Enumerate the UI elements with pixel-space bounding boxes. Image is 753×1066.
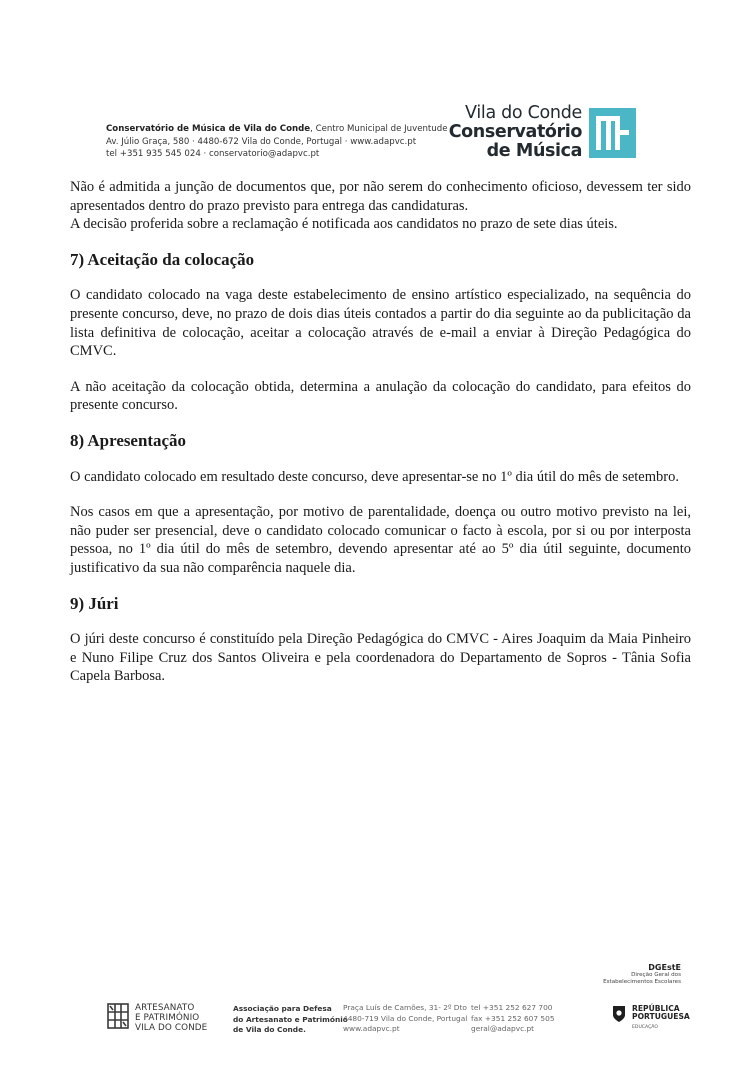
header-contact-block — [106, 123, 446, 161]
assoc-line-3: de Vila do Conde. — [233, 1025, 306, 1035]
association-contacts — [471, 1003, 555, 1035]
association-address — [343, 1003, 467, 1035]
address-line-2: 4480-719 Vila do Conde, Portugal — [343, 1013, 468, 1023]
artesanato-logo — [107, 1003, 207, 1034]
section-9-heading: 9) Júri — [70, 593, 119, 613]
artesanato-line-1: ARTESANATO — [135, 1003, 195, 1013]
brand-wordmark — [449, 104, 582, 161]
document-body — [70, 178, 691, 686]
org-line — [106, 123, 446, 136]
republica-sub: EDUCAÇÃO — [632, 1024, 658, 1030]
dgeste-line-2: Estabelecimentos Escolares — [603, 979, 681, 985]
republica-line-1: REPÚBLICA — [632, 1004, 680, 1013]
org-name: Conservatório de Música de Vila do Conde — [106, 124, 311, 134]
artesanato-pattern-icon — [107, 1003, 129, 1029]
conservatorio-logo-icon — [589, 108, 636, 158]
republica-line-2: PORTUGUESA — [632, 1012, 690, 1022]
republica-portuguesa-logo — [612, 1005, 690, 1032]
intro-paragraph-1: Não é admitida a junção de documentos que, por não serem do conhecimento oficioso, devessem ter sido apresentados dentro do prazo previsto para entrega das candidaturas. — [70, 179, 691, 214]
artesanato-line-3: VILA DO CONDE — [135, 1023, 208, 1034]
dgeste-line-1: Direção Geral dos — [631, 972, 681, 978]
org-address: Av. Júlio Graça, 580 · 4480-672 Vila do Conde, Portugal · www.adapvc.pt — [106, 136, 417, 147]
dgeste-logo — [603, 963, 681, 986]
brand-line-2: Conservatório — [448, 122, 582, 142]
org-contact: tel +351 935 545 024 · conservatorio@adapvc.pt — [106, 149, 320, 160]
section-7-heading: 7) Aceitação da colocação — [70, 249, 255, 269]
artesanato-line-2: E PATRIMÓNIO — [135, 1013, 200, 1024]
brand-line-3: de Música — [486, 141, 582, 161]
section-8-paragraph-1: O candidato colocado em resultado deste concurso, deve apresentar-se no 1º dia útil do mês de setembro. — [70, 468, 679, 485]
association-name — [233, 1004, 348, 1036]
section-7-paragraph-1: O candidato colocado na vaga deste estabelecimento de ensino artístico especializado, na sequência do presente concurso, deve, no prazo de dois dias úteis contados a partir do dia seguinte ao da publicitação da lista definitiva de colocação, aceitar a colocação através de e-mail a enviar à Direção Pedagógica do CMVC. — [70, 287, 691, 360]
section-9-paragraph-1: O júri deste concurso é constituído pela Direção Pedagógica do CMVC - Aires Joaquim da Maia Pinheiro e Nuno Filipe Cruz dos Santos Oliveira e pela coordenadora do Departamento de Sopros - Tânia Sofia Capela Barbosa. — [70, 631, 691, 685]
org-suffix: , Centro Municipal de Juventude — [310, 124, 448, 134]
address-line-1: Praça Luís de Camões, 31- 2º Dto — [343, 1003, 467, 1012]
brand-line-1: Vila do Conde — [465, 103, 582, 123]
assoc-line-2: do Artesanato e Património — [233, 1014, 348, 1024]
republica-emblem-icon — [612, 1005, 626, 1023]
contact-fax: fax +351 252 607 505 — [471, 1013, 555, 1023]
contact-email: geral@adapvc.pt — [471, 1024, 535, 1034]
assoc-line-1: Associação para Defesa — [233, 1004, 332, 1013]
section-7-paragraph-2: A não aceitação da colocação obtida, determina a anulação da colocação do candidato, para efeitos do presente concurso. — [70, 378, 691, 414]
address-line-3: www.adapvc.pt — [343, 1024, 400, 1034]
section-8-paragraph-2: Nos casos em que a apresentação, por motivo de parentalidade, doença ou outro motivo previsto na lei, não puder ser presencial, deve o candidato colocado comunicar o facto à escola, por si ou por interposta pessoa, no 1º dia útil do mês de setembro, devendo apresentar até ao 5º dia útil seguinte, documento justificativo da sua não comparência naquele dia. — [70, 504, 691, 576]
dgeste-title: DGEstE — [648, 963, 681, 972]
section-8-heading: 8) Apresentação — [70, 430, 186, 450]
contact-tel: tel +351 252 627 700 — [471, 1003, 553, 1012]
intro-paragraph-2: A decisão proferida sobre a reclamação é notificada aos candidatos no prazo de sete dias úteis. — [70, 216, 618, 233]
